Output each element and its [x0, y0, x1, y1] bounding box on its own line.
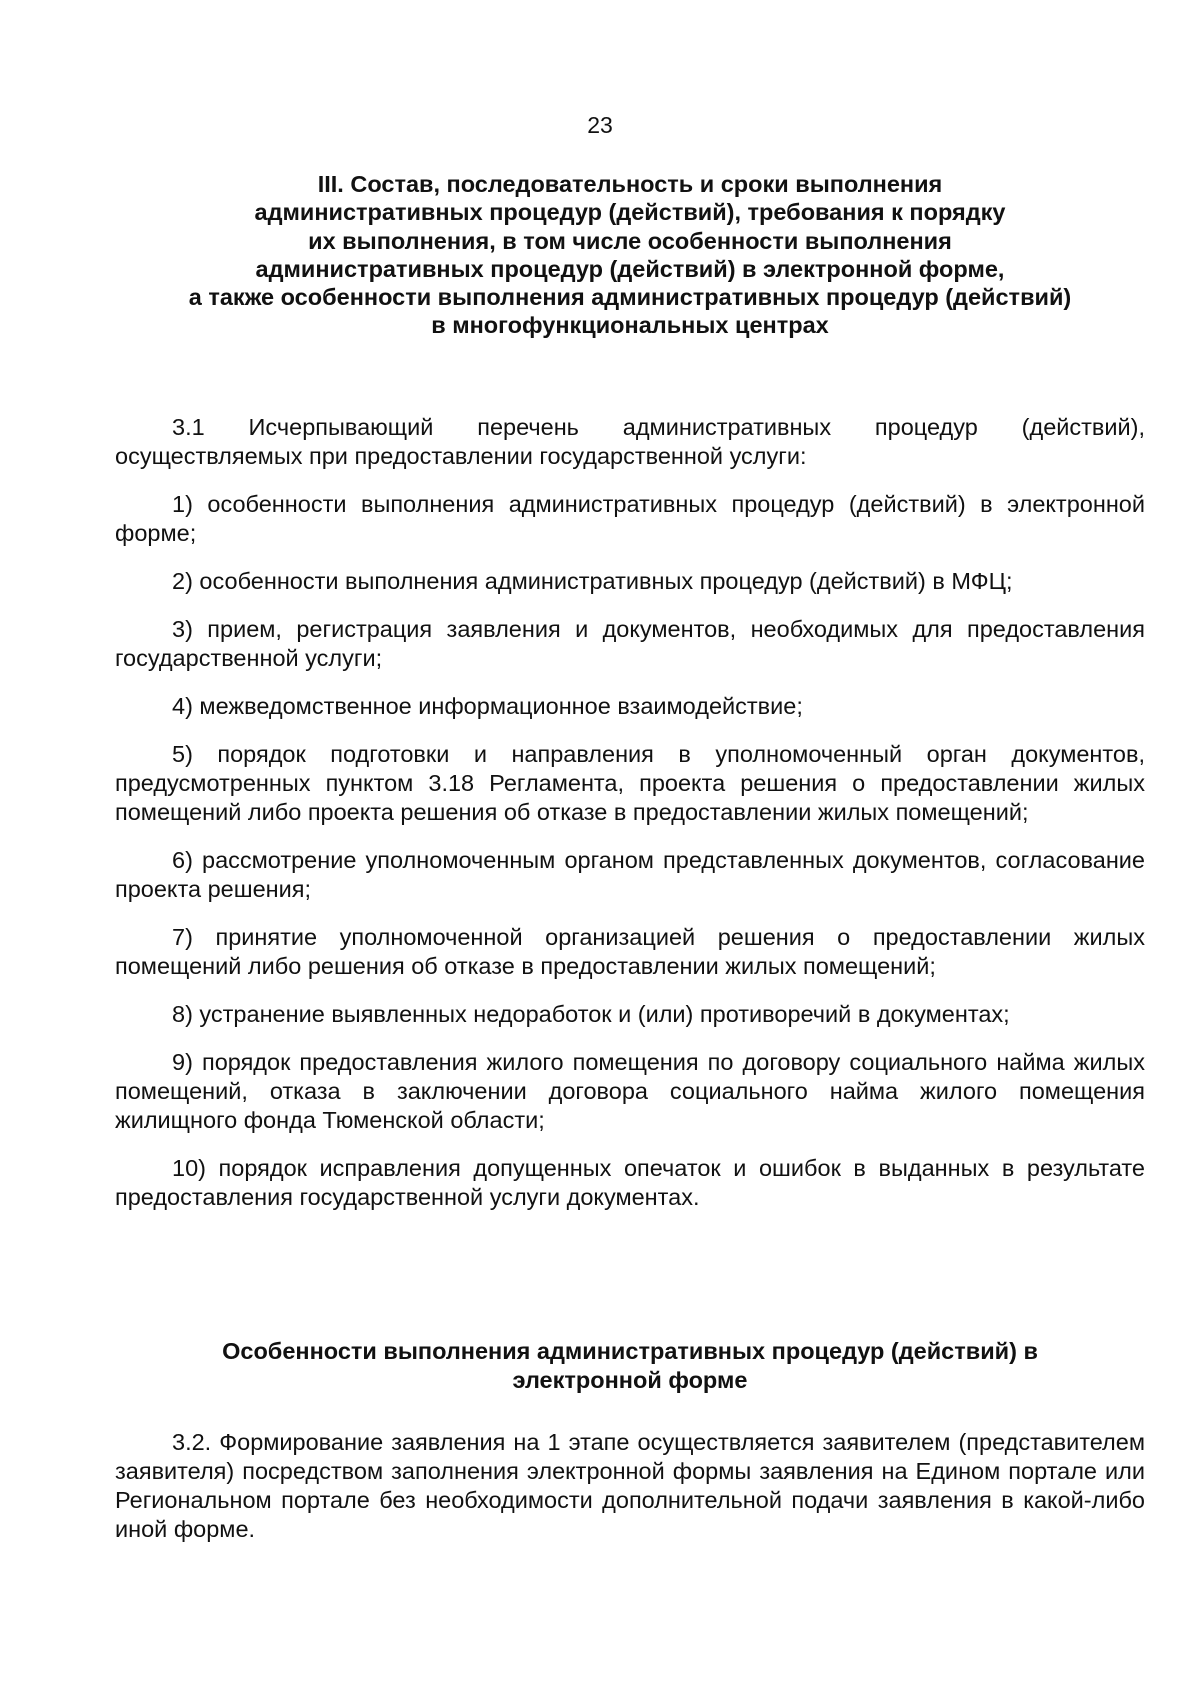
list-item: 5) порядок подготовки и направления в уполномоченный орган документов, предусмотренных пунктом 3.18 Регламента, проекта решения о предоставлении жилых помещений либо проекта решения об отказе в предоставлении жилых помещений; [115, 741, 1145, 825]
list-item: 10) порядок исправления допущенных опечаток и ошибок в выданных в результате предоставления государственной услуги документах. [115, 1155, 1145, 1210]
list-item: 7) принятие уполномоченной организацией решения о предоставлении жилых помещений либо решения об отказе в предоставлении жилых помещений; [115, 924, 1145, 979]
list-item: 6) рассмотрение уполномоченным органом представленных документов, согласование проекта решения; [115, 847, 1145, 902]
section-heading-line: III. Состав, последовательность и сроки выполнения [317, 171, 943, 197]
subsection-heading [115, 1337, 1145, 1395]
final-paragraph: 3.2. Формирование заявления на 1 этапе осуществляется заявителем (представителем заявителя) посредством заполнения электронной формы заявления на Едином портале или Региональном портале без необходимости дополнительной подачи заявления в какой-либо иной форме. [115, 1429, 1145, 1542]
list-item: 3) прием, регистрация заявления и документов, необходимых для предоставления государственной услуги; [115, 616, 1145, 671]
subsection-heading-line: электронной форме [512, 1367, 748, 1393]
procedures-list [115, 413, 1145, 1231]
section-heading-line: в многофункциональных центрах [431, 312, 829, 339]
list-item: 4) межведомственное информационное взаимодействие; [172, 693, 803, 719]
section-heading-line: их выполнения, в том числе особенности выполнения [308, 227, 952, 254]
section-heading [115, 170, 1145, 340]
final-section [115, 1428, 1145, 1544]
section-heading-line: административных процедур (действий) в электронной форме, [255, 255, 1005, 282]
list-item: 1) особенности выполнения административных процедур (действий) в электронной форме; [115, 491, 1145, 546]
list-item: 9) порядок предоставления жилого помещения по договору социального найма жилых помещений, отказа в заключении договора социального найма жилого помещения жилищного фонда Тюменской области; [115, 1049, 1145, 1133]
page-number: 23 [587, 112, 613, 138]
section-heading-line: а также особенности выполнения административных процедур (действий) [188, 284, 1072, 311]
list-item: 8) устранение выявленных недоработок и (или) противоречий в документах; [172, 1001, 1010, 1027]
list-item: 2) особенности выполнения административных процедур (действий) в МФЦ; [172, 568, 1013, 594]
section-heading-line: административных процедур (действий), требования к порядку [254, 199, 1006, 226]
subsection-heading-line: Особенности выполнения административных процедур (действий) в [222, 1338, 1038, 1364]
intro-paragraph: 3.1 Исчерпывающий перечень административных процедур (действий), осуществляемых при предоставлении государственной услуги: [115, 414, 1145, 469]
